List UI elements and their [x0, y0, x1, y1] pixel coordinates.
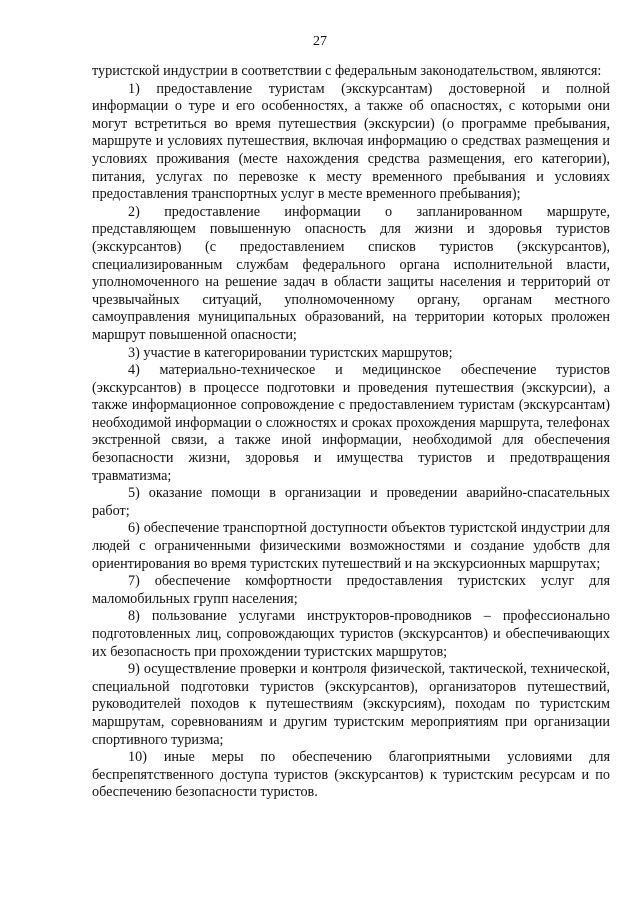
page-number: 27 — [313, 34, 327, 49]
list-item-3: 3) участие в категорировании туристских маршрутов; — [128, 344, 453, 361]
list-item-7: 7) обеспечение комфортности предоставления туристских услуг для маломобильных групп населения; — [92, 573, 610, 607]
list-item-9: 9) осуществление проверки и контроля физической, тактической, технической, специальной подготовки туристов (экскурсантов), организаторов путешествий, руководителей походов к путешествиям (экскурсиям), походам по туристским маршрутам, соревнованиям и другим туристским мероприятиям при организации спортивного туризма; — [92, 661, 610, 748]
list-item-10: 10) иные меры по обеспечению благоприятными условиями для беспрепятственного доступа туристов (экскурсантов) к туристским ресурсам и по обеспечению безопасности туристов. — [92, 749, 610, 801]
lead-paragraph: туристской индустрии в соответствии с федеральным законодательством, являются: — [92, 63, 602, 79]
list-item-2: 2) предоставление информации о запланированном маршруте, представляющем повышенную опасность для жизни и здоровья туристов (экскурсантов) (с предоставлением списков туристов (экскурсантов), специализированным службам федерального органа исполнительной власти, уполномоченного на решение задач в области защиты населения и территорий от чрезвычайных ситуаций, уполномоченному органу, органам местного самоуправления муниципальных образований, на территории которых проложен маршрут повышенной опасности; — [92, 203, 610, 343]
list-item-4: 4) материально-техническое и медицинское обеспечение туристов (экскурсантов) в процессе подготовки и проведения путешествия (экскурсии), а также информационное сопровождение с предоставлением туристам (экскурсантам) необходимой информации о сложностях и сроках прохождения маршрута, телефонах экстренной связи, а также иной информации, необходимой для обеспечения безопасности жизни, здоровья и имущества туристов и предотвращения травматизма; — [92, 362, 610, 484]
list-item-5: 5) оказание помощи в организации и проведении аварийно-спасательных работ; — [92, 485, 610, 519]
list-item-8: 8) пользование услугами инструкторов-проводников – профессионально подготовленных лиц, сопровождающих туристов (экскурсантов) и обеспечивающих их безопасность при прохождении туристских маршрутов; — [92, 608, 610, 660]
document-body — [92, 63, 610, 802]
list-item-6: 6) обеспечение транспортной доступности объектов туристской индустрии для людей с ограниченными физическими возможностями и создание удобств для ориентирования во время туристских путешествий и на экскурсионных маршрутах; — [92, 520, 610, 572]
list-item-1: 1) предоставление туристам (экскурсантам) достоверной и полной информации о туре и его особенностях, а также об опасностях, с которыми они могут встретиться во время путешествия (экскурсии) (о программе пребывания, маршруте и условиях путешествия, включая информацию о средствах размещения и условиях проживания (месте нахождения средства размещения, его категории), питания, услугах по перевозке к месту временного пребывания и условиях предоставления транспортных услуг в месте временного пребывания); — [92, 80, 610, 203]
